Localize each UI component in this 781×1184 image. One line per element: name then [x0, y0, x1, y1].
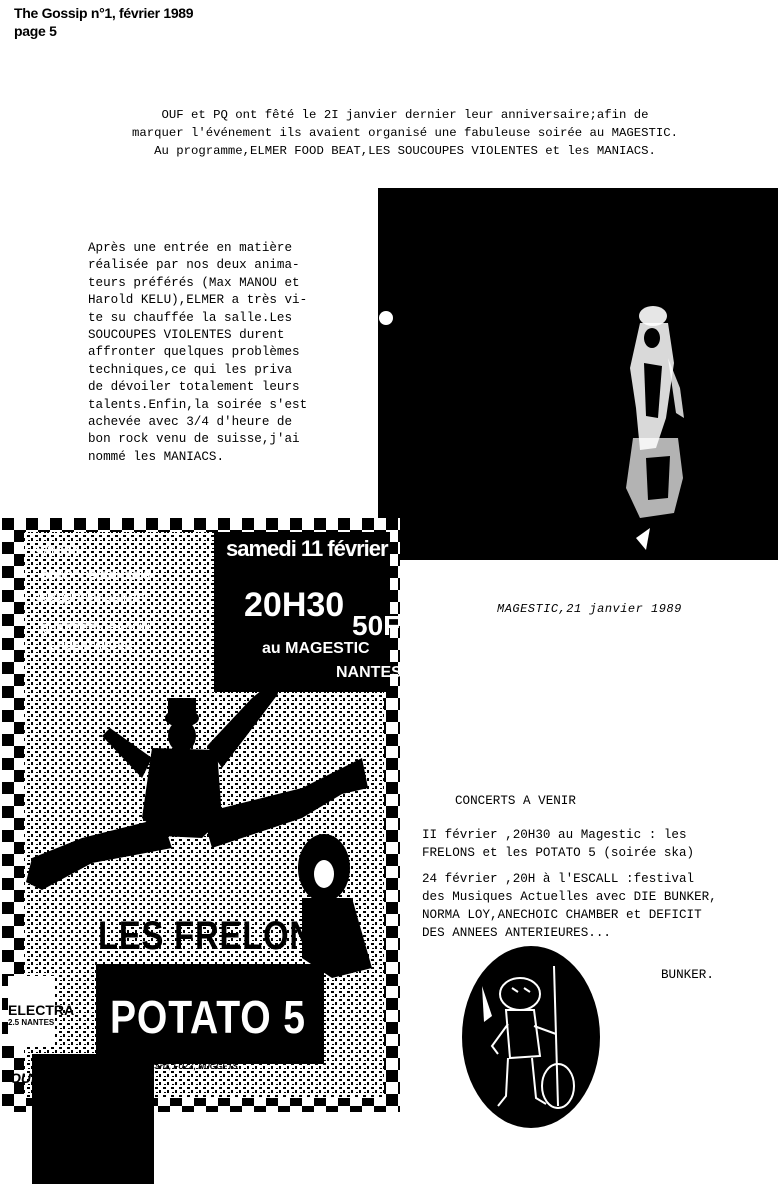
- paragraph-line: SOUCOUPES VIOLENTES durent: [88, 328, 285, 343]
- paragraph-line: Harold KELU),ELMER a très vi-: [88, 293, 308, 308]
- radio-logo: [8, 1002, 74, 1027]
- poster-price: 50F: [352, 610, 401, 641]
- flyer-line: BONJOUR BONSOIR: [42, 570, 152, 582]
- flyer-line: 1 RUE D'ALGER: [48, 640, 133, 652]
- concert-line: 24 février ,20H à l'ESCALL :festival: [422, 872, 695, 886]
- poster-time: 20H30: [244, 586, 345, 624]
- intro-line: OUF et PQ ont fêté le 2I janvier dernier leur anniversaire;afin de: [161, 108, 649, 122]
- concert-item: [422, 826, 694, 862]
- concert-line: FRELONS et les POTATO 5 (soirée ska): [422, 846, 695, 860]
- paragraph-line: te su chauffée la salle.Les: [88, 310, 293, 325]
- radio-frequency: 2.5 NANTES: [8, 1018, 55, 1027]
- paragraph-line: affronter quelques problèmes: [88, 345, 300, 360]
- intro-line: Au programme,ELMER FOOD BEAT,LES SOUCOUPES VIOLENTES et les MANIACS.: [154, 144, 656, 158]
- flyer-line: SAMEDI: [36, 544, 79, 556]
- paragraph-line: talents.Enfin,la soirée s'est: [88, 397, 308, 412]
- paragraph-line: Après une entrée en matière: [88, 241, 293, 255]
- poster-date: samedi 11 février: [226, 536, 388, 561]
- singer-silhouette: [378, 188, 778, 560]
- flyer-line: JUSQU'A 5H DU MAT: [36, 592, 147, 604]
- concert-photo: [378, 188, 778, 560]
- poster-reservations: Réservations : Cariz, FUZZ, NUGGETS: [92, 1062, 238, 1071]
- concert-line: des Musiques Actuelles avec DIE BUNKER,: [422, 890, 717, 904]
- page-header: [14, 4, 193, 40]
- radio-name: ELECTRA: [8, 1002, 75, 1018]
- bunker-caption: BUNKER.: [661, 968, 714, 982]
- intro-text: [60, 106, 750, 160]
- paragraph-line: achevée avec 3/4 d'heure de: [88, 415, 293, 430]
- poster-band-frelons: LES FRELONS: [98, 914, 337, 958]
- concert-line: II février ,20H30 au Magestic : les: [422, 828, 687, 842]
- flyer-line: QUARTIER GRASLIN: [40, 622, 150, 634]
- concert-line: NORMA LOY,ANECHOIC CHAMBER et DEFICIT: [422, 908, 702, 922]
- poster-venue: au MAGESTIC: [262, 640, 370, 657]
- paragraph-line: techniques,ce qui les priva: [88, 362, 293, 377]
- poster-band-potato5: POTATO 5: [110, 991, 306, 1043]
- bunker-illustration: [462, 946, 600, 1128]
- publication-title: The Gossip n°1, février 1989: [14, 5, 194, 21]
- flyer-inset: [32, 1054, 154, 1184]
- paragraph-line: de dévoiler totalement leurs: [88, 380, 300, 395]
- ouf-logo: OUF: [10, 1070, 40, 1086]
- photo-caption: MAGESTIC,21 janvier 1989: [497, 602, 682, 616]
- review-paragraph: [88, 240, 378, 466]
- paragraph-line: bon rock venu de suisse,j'ai: [88, 432, 300, 447]
- bassist-drawing: [462, 946, 600, 1128]
- paragraph-line: nommé les MANIACS.: [88, 449, 225, 464]
- concert-line: DES ANNEES ANTERIEURES...: [422, 926, 611, 940]
- poster-city: NANTES: [336, 664, 402, 681]
- concerts-heading: CONCERTS A VENIR: [455, 794, 576, 808]
- intro-line: marquer l'événement ils avaient organisé une fabuleuse soirée au MAGESTIC.: [131, 126, 679, 140]
- concert-item: [422, 870, 717, 942]
- paragraph-line: réalisée par nos deux anima-: [88, 258, 300, 273]
- page-number: page 5: [14, 23, 57, 39]
- paragraph-line: teurs préférés (Max MANOU et: [88, 275, 300, 290]
